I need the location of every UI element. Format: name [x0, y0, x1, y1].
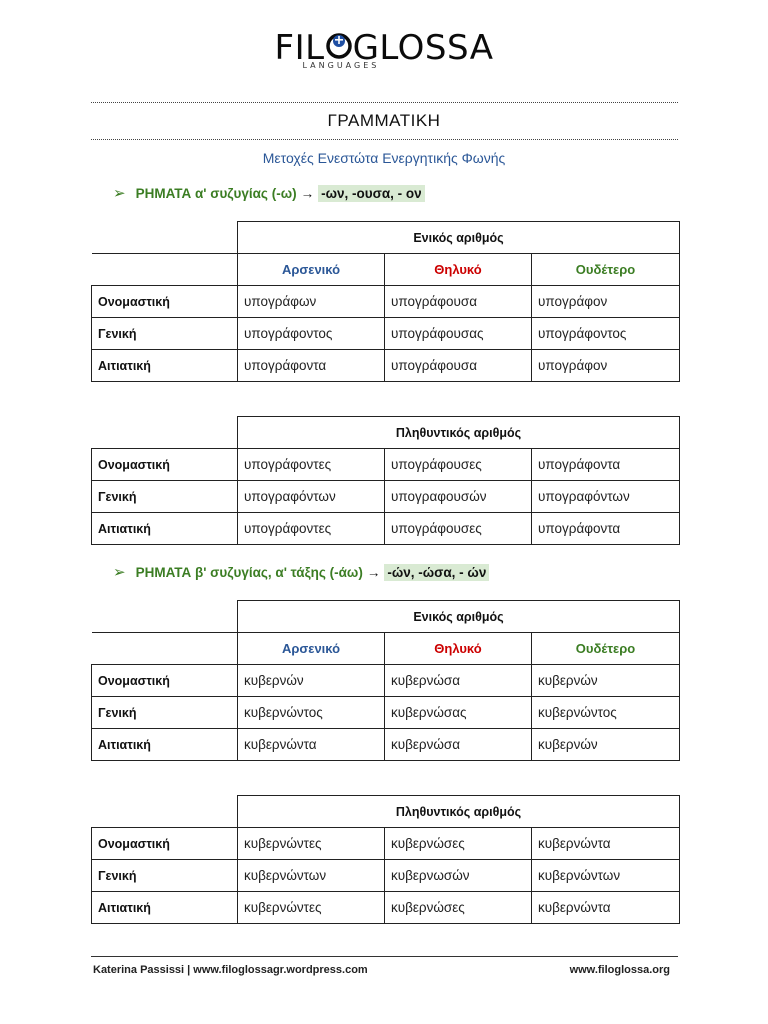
bullet-arrow-icon: ➢ [113, 564, 126, 581]
table-row [92, 350, 680, 382]
section-1-plural-table [91, 416, 680, 545]
empty-corner-cell [92, 222, 238, 254]
case-label: Αιτιατική [92, 350, 238, 382]
page-title: ΓΡΑΜΜΑΤΙΚΗ [327, 111, 441, 130]
form-cell: κυβερνών [532, 665, 680, 697]
case-label: Γενική [92, 318, 238, 350]
form-cell: υπογραφόντων [532, 481, 680, 513]
title-divider [91, 139, 678, 140]
table-row [92, 449, 680, 481]
form-cell: κυβερνώσες [385, 828, 532, 860]
case-label: Ονομαστική [92, 449, 238, 481]
empty-corner-cell [92, 633, 238, 665]
logo-o-globe-icon [325, 30, 353, 62]
form-cell: υπογραφόντων [238, 481, 385, 513]
page-subtitle: Μετοχές Ενεστώτα Ενεργητικής Φωνής [262, 150, 506, 166]
form-cell: υπογράφοντες [238, 449, 385, 481]
form-cell: κυβερνών [532, 729, 680, 761]
section-1-endings: -ων, -ουσα, - ον [318, 185, 425, 202]
case-label: Ονομαστική [92, 828, 238, 860]
empty-corner-cell [92, 417, 238, 449]
gender-neuter: Ουδέτερο [532, 254, 680, 286]
empty-corner-cell [92, 601, 238, 633]
table-row [92, 860, 680, 892]
form-cell: κυβερνώντα [238, 729, 385, 761]
form-cell: κυβερνώντων [532, 860, 680, 892]
logo-text: FIL GLOSSA [274, 28, 494, 68]
number-heading: Ενικός αριθμός [238, 222, 680, 254]
form-cell: κυβερνών [238, 665, 385, 697]
table-row [92, 697, 680, 729]
section-2-label: ΡΗΜΑΤΑ β' συζυγίας, α' τάξης (-άω) [135, 564, 363, 580]
table-row [92, 286, 680, 318]
case-label: Αιτιατική [92, 892, 238, 924]
table-row [92, 513, 680, 545]
form-cell: κυβερνώσα [385, 729, 532, 761]
form-cell: υπογράφον [532, 350, 680, 382]
table-row [92, 665, 680, 697]
form-cell: υπογράφοντες [238, 513, 385, 545]
form-cell: υπογράφοντα [532, 449, 680, 481]
form-cell: κυβερνώντες [238, 828, 385, 860]
form-cell: κυβερνώντος [238, 697, 385, 729]
form-cell: υπογράφουσας [385, 318, 532, 350]
table-row [92, 729, 680, 761]
form-cell: υπογράφων [238, 286, 385, 318]
number-heading: Ενικός αριθμός [238, 601, 680, 633]
section-1-heading [113, 184, 425, 202]
empty-corner-cell [92, 796, 238, 828]
gender-masculine: Αρσενικό [238, 254, 385, 286]
form-cell: κυβερνώσες [385, 892, 532, 924]
gender-neuter: Ουδέτερο [532, 633, 680, 665]
section-2-plural-table [91, 795, 680, 924]
case-label: Ονομαστική [92, 286, 238, 318]
section-1-arrow: → [300, 185, 315, 201]
form-cell: κυβερνώντα [532, 892, 680, 924]
form-cell: υπογράφουσα [385, 350, 532, 382]
section-2-heading [113, 563, 489, 581]
form-cell: κυβερνώντα [532, 828, 680, 860]
logo [0, 28, 768, 76]
form-cell: υπογράφοντα [532, 513, 680, 545]
form-cell: κυβερνώντων [238, 860, 385, 892]
number-heading: Πληθυντικός αριθμός [238, 417, 680, 449]
form-cell: υπογραφουσών [385, 481, 532, 513]
top-divider [91, 102, 678, 103]
section-2-singular-table [91, 600, 680, 761]
section-1-singular-table [91, 221, 680, 382]
form-cell: υπογράφουσες [385, 513, 532, 545]
section-1-label: ΡΗΜΑΤΑ α' συζυγίας (-ω) [135, 185, 297, 201]
case-label: Αιτιατική [92, 513, 238, 545]
table-row [92, 892, 680, 924]
form-cell: υπογράφουσα [385, 286, 532, 318]
form-cell: κυβερνώντες [238, 892, 385, 924]
gender-masculine: Αρσενικό [238, 633, 385, 665]
case-label: Γενική [92, 481, 238, 513]
form-cell: υπογράφοντος [238, 318, 385, 350]
table-row [92, 481, 680, 513]
bullet-arrow-icon: ➢ [113, 185, 126, 202]
form-cell: κυβερνωσών [385, 860, 532, 892]
section-2-endings: -ών, -ώσα, - ών [384, 564, 489, 581]
empty-corner-cell [92, 254, 238, 286]
table-row [92, 318, 680, 350]
footer-author-link[interactable]: Katerina Passissi | www.filoglossagr.wordpress.com [93, 964, 368, 976]
gender-feminine: Θηλυκό [385, 633, 532, 665]
form-cell: κυβερνώντος [532, 697, 680, 729]
section-2-arrow: → [366, 564, 381, 580]
form-cell: κυβερνώσα [385, 665, 532, 697]
logo-subtitle: LANGUAGES [302, 61, 380, 70]
gender-feminine: Θηλυκό [385, 254, 532, 286]
footer-divider [91, 956, 678, 957]
case-label: Ονομαστική [92, 665, 238, 697]
form-cell: υπογράφοντος [532, 318, 680, 350]
number-heading: Πληθυντικός αριθμός [238, 796, 680, 828]
footer-site-link[interactable]: www.filoglossa.org [569, 964, 670, 976]
form-cell: υπογράφουσες [385, 449, 532, 481]
case-label: Γενική [92, 697, 238, 729]
case-label: Γενική [92, 860, 238, 892]
form-cell: κυβερνώσας [385, 697, 532, 729]
form-cell: υπογράφον [532, 286, 680, 318]
table-row [92, 828, 680, 860]
case-label: Αιτιατική [92, 729, 238, 761]
form-cell: υπογράφοντα [238, 350, 385, 382]
